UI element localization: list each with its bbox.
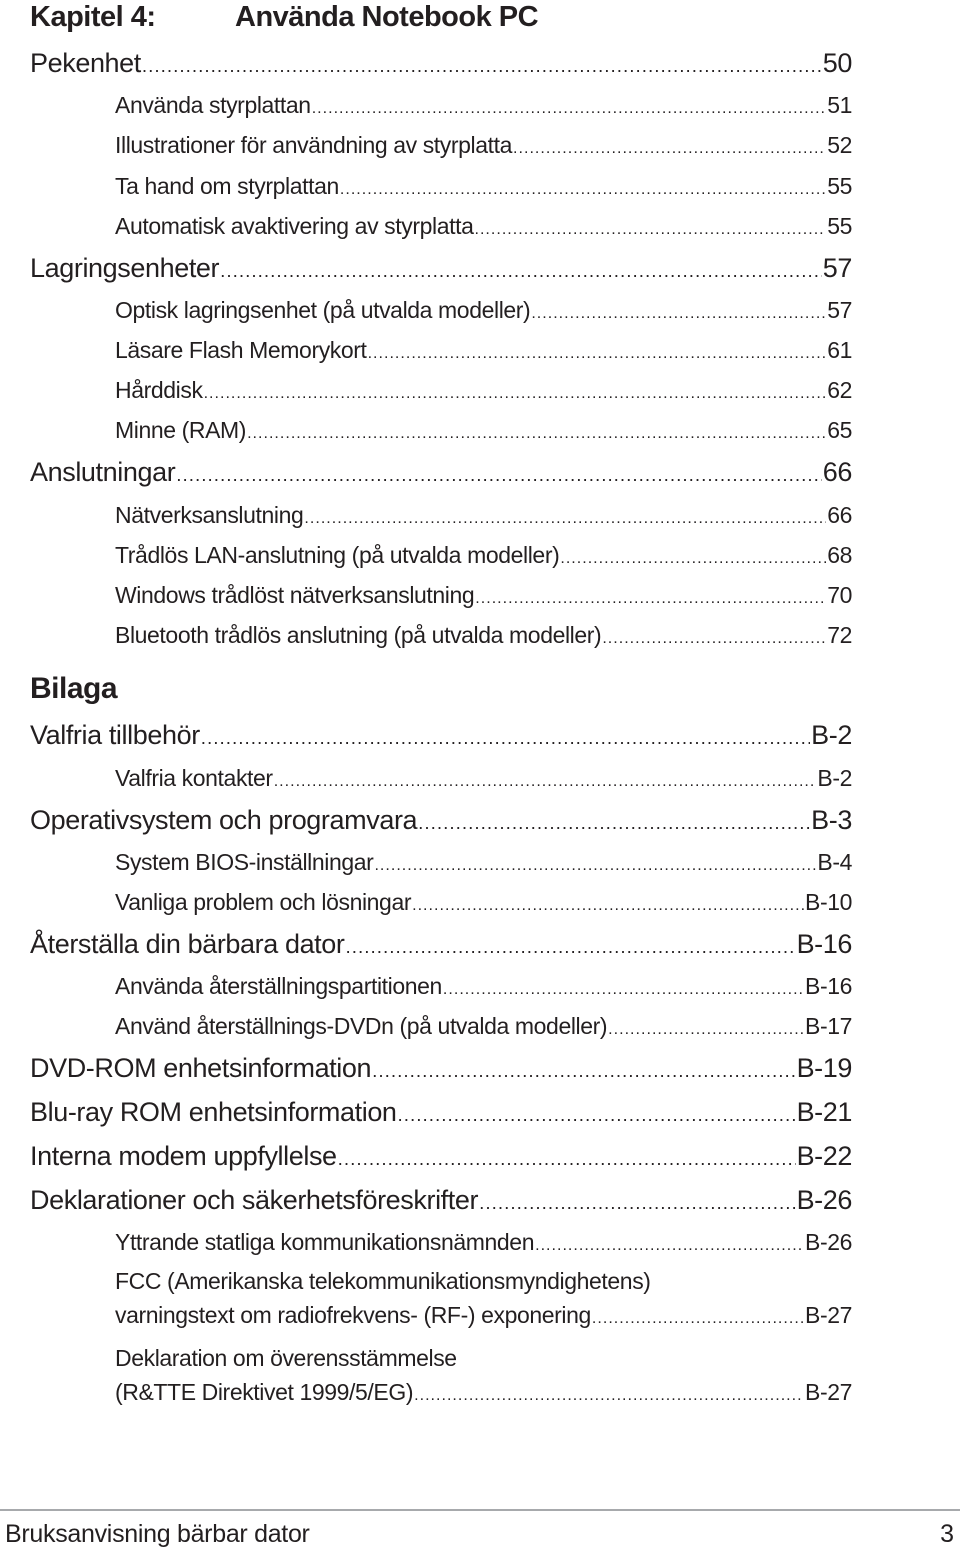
toc-entry-subsection xyxy=(115,1268,852,1329)
toc-entry-label: Hårddisk xyxy=(115,377,203,403)
toc-entry-label: Optisk lagringsenhet (på utvalda modeller) xyxy=(115,297,531,323)
toc-entry-label-line2: (R&TTE Direktivet 1999/5/EG) xyxy=(115,1379,414,1405)
toc-entry-subsection xyxy=(115,582,852,609)
chapter-number: Kapitel 4: xyxy=(30,1,156,33)
toc-entry-page: B-10 xyxy=(805,889,852,915)
toc-entry-label-line2: varningstext om radiofrekvens- (RF-) exponering xyxy=(115,1302,591,1328)
toc-entry-label: Vanliga problem och lösningar xyxy=(115,889,412,915)
dot-leader xyxy=(479,1193,795,1215)
toc-entry-subsection xyxy=(115,849,852,876)
toc-entry-page: B-3 xyxy=(811,805,852,835)
toc-entry-page: 66 xyxy=(822,457,852,487)
toc-entry-label: Windows trådlöst nätverksanslutning xyxy=(115,582,475,608)
toc-entry-page: 72 xyxy=(827,622,852,648)
dot-leader xyxy=(414,1386,804,1405)
dot-leader xyxy=(312,99,827,118)
toc-entry-page: B-26 xyxy=(796,1185,852,1215)
toc-entry-page: B-2 xyxy=(811,720,852,750)
toc-entry-line2 xyxy=(115,1379,852,1406)
toc-entry-section xyxy=(30,929,852,960)
toc-entry-page: 62 xyxy=(827,377,852,403)
footer-page-number: 3 xyxy=(940,1520,954,1548)
toc-entry-subsection xyxy=(115,502,852,529)
toc-entry-label: Nätverksanslutning xyxy=(115,502,304,528)
dot-leader xyxy=(372,1061,795,1083)
toc-entry-section xyxy=(30,253,852,284)
toc-entry-label: Använda styrplattan xyxy=(115,92,311,118)
dot-leader xyxy=(418,813,810,835)
toc-entry-page: 51 xyxy=(827,92,852,118)
toc-entry-page: 57 xyxy=(822,253,852,283)
dot-leader xyxy=(531,304,826,323)
dot-leader xyxy=(602,629,826,648)
toc-entry-section xyxy=(30,48,852,79)
dot-leader xyxy=(346,937,796,959)
dot-leader xyxy=(340,180,826,199)
toc-entry-label: Illustrationer för användning av styrplatta xyxy=(115,132,513,158)
toc-entry-subsection xyxy=(115,1229,852,1256)
dot-leader xyxy=(142,56,822,78)
dot-leader xyxy=(560,549,826,568)
toc-entry-page: 55 xyxy=(827,213,852,239)
dot-leader xyxy=(274,772,817,791)
dot-leader xyxy=(412,896,804,915)
toc-entry-section xyxy=(30,720,852,751)
toc-entry-subsection xyxy=(115,377,852,404)
toc-entry-label: Valfria tillbehör xyxy=(30,720,200,750)
dot-leader xyxy=(204,384,827,403)
toc-entry-page: B-2 xyxy=(817,765,852,791)
chapter-name: Använda Notebook PC xyxy=(235,1,539,33)
toc-entry-label: Använda återställningspartitionen xyxy=(115,973,442,999)
toc-entry-section xyxy=(30,457,852,488)
toc-entry-label: Minne (RAM) xyxy=(115,417,247,443)
toc-entry-label: System BIOS-inställningar xyxy=(115,849,374,875)
toc-entry-label: DVD-ROM enhetsinformation xyxy=(30,1053,372,1083)
toc-entry-page: 65 xyxy=(827,417,852,443)
toc-entry-subsection xyxy=(115,297,852,324)
toc-entry-page: B-26 xyxy=(805,1229,852,1255)
toc-entry-page: 50 xyxy=(822,48,852,78)
appendix-heading: Bilaga xyxy=(30,672,118,705)
toc-entry-section xyxy=(30,805,852,836)
dot-leader xyxy=(338,1149,796,1171)
dot-leader xyxy=(247,424,826,443)
dot-leader xyxy=(220,261,822,283)
dot-leader xyxy=(201,728,810,750)
dot-leader xyxy=(443,980,804,999)
toc-entry-label: Operativsystem och programvara xyxy=(30,805,418,835)
toc-entry-subsection xyxy=(115,765,852,792)
toc-entry-page: 66 xyxy=(827,502,852,528)
toc-entry-page: 57 xyxy=(827,297,852,323)
toc-entry-label: Blu-ray ROM enhetsinformation xyxy=(30,1097,397,1127)
toc-entry-subsection xyxy=(115,132,852,159)
toc-entry-subsection xyxy=(115,92,852,119)
toc-entry-label: Deklarationer och säkerhetsföreskrifter xyxy=(30,1185,479,1215)
footer-title: Bruksanvisning bärbar dator xyxy=(5,1520,310,1548)
dot-leader xyxy=(475,589,826,608)
toc-entry-page: 68 xyxy=(827,542,852,568)
toc-entry-page: B-17 xyxy=(805,1013,852,1039)
toc-entry-line2 xyxy=(115,1302,852,1329)
toc-entry-page: 55 xyxy=(827,173,852,199)
toc-entry-section xyxy=(30,1185,852,1216)
toc-entry-subsection xyxy=(115,622,852,649)
dot-leader xyxy=(535,1236,804,1255)
toc-entry-label: Återställa din bärbara dator xyxy=(30,929,345,959)
toc-entry-subsection xyxy=(115,973,852,1000)
toc-entry-label-line1: FCC (Amerikanska telekommunikationsmyndighetens) xyxy=(115,1268,651,1294)
toc-entry-label: Trådlös LAN-anslutning (på utvalda modeller) xyxy=(115,542,560,568)
toc-entry-label-line1: Deklaration om överensstämmelse xyxy=(115,1345,457,1371)
dot-leader xyxy=(513,139,826,158)
toc-entry-label: Bluetooth trådlös anslutning (på utvalda modeller) xyxy=(115,622,602,648)
dot-leader xyxy=(474,220,826,239)
toc-entry-label: Läsare Flash Memorykort xyxy=(115,337,367,363)
toc-entry-label: Interna modem uppfyllelse xyxy=(30,1141,337,1171)
toc-entry-label: Använd återställnings-DVDn (på utvalda modeller) xyxy=(115,1013,608,1039)
toc-entry-subsection xyxy=(115,337,852,364)
dot-leader xyxy=(176,465,821,487)
toc-entry-label: Anslutningar xyxy=(30,457,176,487)
toc-entry-subsection xyxy=(115,417,852,444)
toc-entry-page: B-22 xyxy=(796,1141,852,1171)
dot-leader xyxy=(608,1020,804,1039)
toc-entry-page: B-21 xyxy=(796,1097,852,1127)
toc-entry-page: B-4 xyxy=(817,849,852,875)
toc-entry-section xyxy=(30,1053,852,1084)
dot-leader xyxy=(592,1309,804,1328)
toc-entry-label: Valfria kontakter xyxy=(115,765,273,791)
dot-leader xyxy=(398,1105,796,1127)
toc-entry-page: B-27 xyxy=(805,1379,852,1405)
dot-leader xyxy=(368,344,827,363)
dot-leader xyxy=(304,509,826,528)
dot-leader xyxy=(374,856,816,875)
toc-entry-page: 70 xyxy=(827,582,852,608)
toc-entry-subsection xyxy=(115,889,852,916)
toc-entry-subsection xyxy=(115,1013,852,1040)
toc-entry-subsection xyxy=(115,542,852,569)
chapter-title xyxy=(30,1,539,34)
toc-entry-page: B-27 xyxy=(805,1302,852,1328)
toc-entry-section xyxy=(30,1141,852,1172)
toc-entry-page: 52 xyxy=(827,132,852,158)
toc-entry-label: Yttrande statliga kommunikationsnämnden xyxy=(115,1229,535,1255)
toc-entry-label: Automatisk avaktivering av styrplatta xyxy=(115,213,474,239)
toc-entry-label: Lagringsenheter xyxy=(30,253,220,283)
toc-entry-page: 61 xyxy=(827,337,852,363)
toc-entry-subsection xyxy=(115,173,852,200)
toc-entry-page: B-16 xyxy=(805,973,852,999)
toc-entry-page: B-19 xyxy=(796,1053,852,1083)
toc-entry-label: Pekenhet xyxy=(30,48,141,78)
toc-entry-subsection xyxy=(115,213,852,240)
toc-entry-label: Ta hand om styrplattan xyxy=(115,173,339,199)
toc-entry-page: B-16 xyxy=(796,929,852,959)
toc-entry-subsection xyxy=(115,1345,852,1406)
toc-entry-section xyxy=(30,1097,852,1128)
footer-rule xyxy=(0,1509,960,1511)
